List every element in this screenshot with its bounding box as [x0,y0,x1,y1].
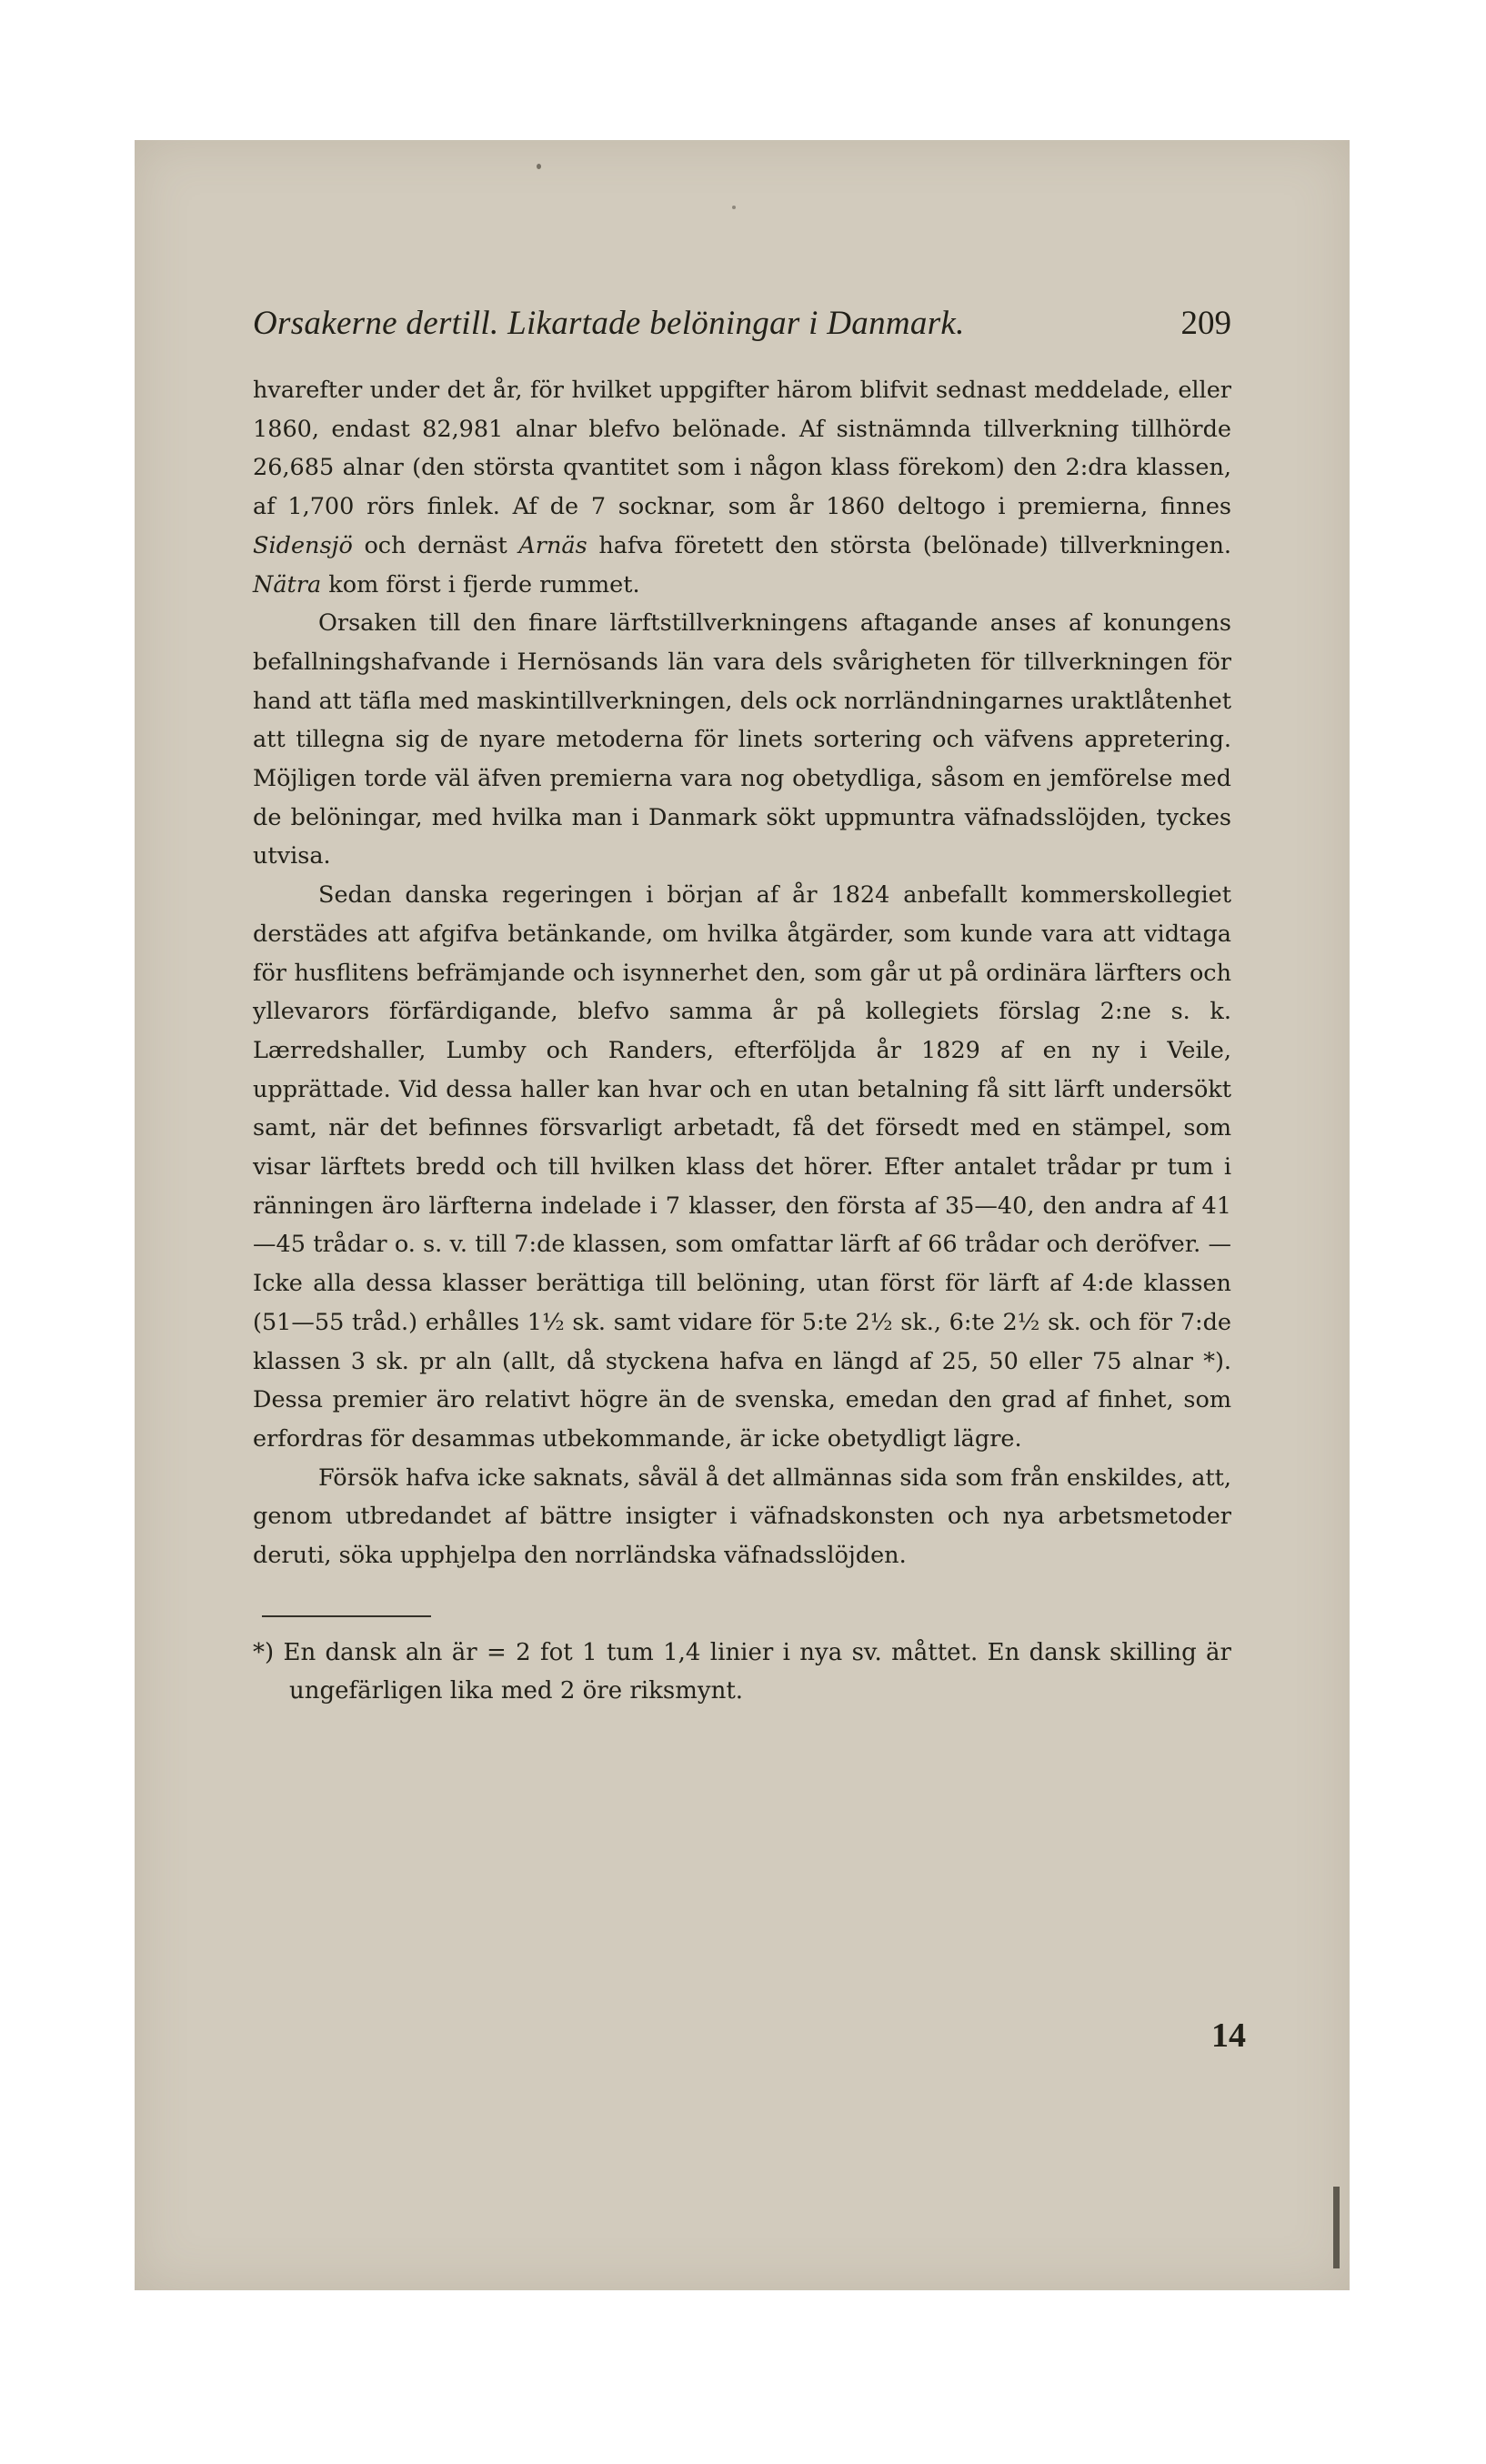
scan-speck [732,206,736,209]
page-number: 209 [1180,305,1231,342]
place-name: Arnäs [518,531,587,559]
footnote-text: *) En dansk aln är = 2 fot 1 tum 1,4 linier i nya sv. måttet. En dansk skilling är ungefärligen lika med 2 öre riksmynt. [253,1638,1231,1705]
paragraph: hvarefter under det år, för hvilket uppgifter härom blifvit sednast meddelade, eller 1860, endast 82,981 alnar blefvo belönade. Af sistnämnda tillverkning tillhörde 26,685 alnar (den största qvantitet som i någon klass förekom) den 2:dra klassen, af 1,700 rörs finlek. Af de 7 socknar, som år 1860 deltogo i premierna, finnes Sidensjö och dernäst Arnäs hafva företett den största (belönade) tillverkningen. Nätra kom först i fjerde rummet. [253,377,1232,598]
paragraph: Orsaken till den finare lärftstillverkningens aftagande anses af konungens befallningshafvande i Hernösands län vara dels svårigheten för tillverkningen för hand att täfla med maskintillverkningen, dels ock norrländningarnes uraktlåtenhet att tillegna sig de nyare metoderna för linets sortering och väfvens appretering. Möjligen torde väl äfven premierna vara nog obetydliga, såsom en jemförelse med de belöningar, med hvilka man i Danmark sökt uppmuntra väfnadsslöjden, tyckes utvisa. [253,609,1231,870]
place-name: Sidensjö [253,531,353,559]
scan-edge-mark [1333,2187,1340,2268]
running-head [253,304,1231,355]
page-content [253,304,1246,2055]
place-name: Nätra [253,570,322,598]
signature-mark: 14 [1211,2016,1246,2055]
body-text [253,371,1231,1575]
paragraph: Försök hafva icke saknats, såväl å det allmännas sida som från enskildes, att, genom utbredandet af bättre insigter i väfnadskonsten och nya arbetsmetoder deruti, söka upphjelpa den norrländska väfnadsslöjden. [253,1463,1231,1570]
footnote-divider [262,1615,431,1617]
footnote [253,1634,1231,1710]
scan-speck [537,164,541,169]
scanned-page [135,140,1350,2290]
paragraph: Sedan danska regeringen i början af år 1824 anbefallt kommerskollegiet derstädes att afgifva betänkande, om hvilka åtgärder, som kunde vara att vidtaga för husflitens befrämjande och isynnerhet den, som går ut på ordinära lärfters och yllevarors förfärdigande, blefvo samma år på kollegiets förslag 2:ne s. k. Lærredshaller, Lumby och Randers, efterföljda år 1829 af en ny i Veile, upprättade. Vid dessa haller kan hvar och en utan betalning få sitt lärft undersökt samt, när det befinnes försvarligt arbetadt, få det försedt med en stämpel, som visar lärftets bredd och till hvilken klass det hörer. Efter antalet trådar pr tum i ränningen äro lärfterna indelade i 7 klasser, den första af 35—40, den andra af 41—45 trådar o. s. v. till 7:de klassen, som omfattar lärft af 66 trådar och deröfver. — Icke alla dessa klasser berättiga till belöning, utan först för lärft af 4:de klassen (51—55 tråd.) erhålles 1½ sk. samt vidare för 5:te 2½ sk., 6:te 2½ sk. och för 7:de klassen 3 sk. pr aln (allt, då styckena hafva en längd af 25, 50 eller 75 alnar *). Dessa premier äro relativt högre än de svenska, emedan den grad af finhet, som erfordras för desammas utbekommande, är icke obetydligt lägre. [253,881,1231,1453]
running-title: Orsakerne dertill. Likartade belöningar i Danmark. [253,305,965,342]
